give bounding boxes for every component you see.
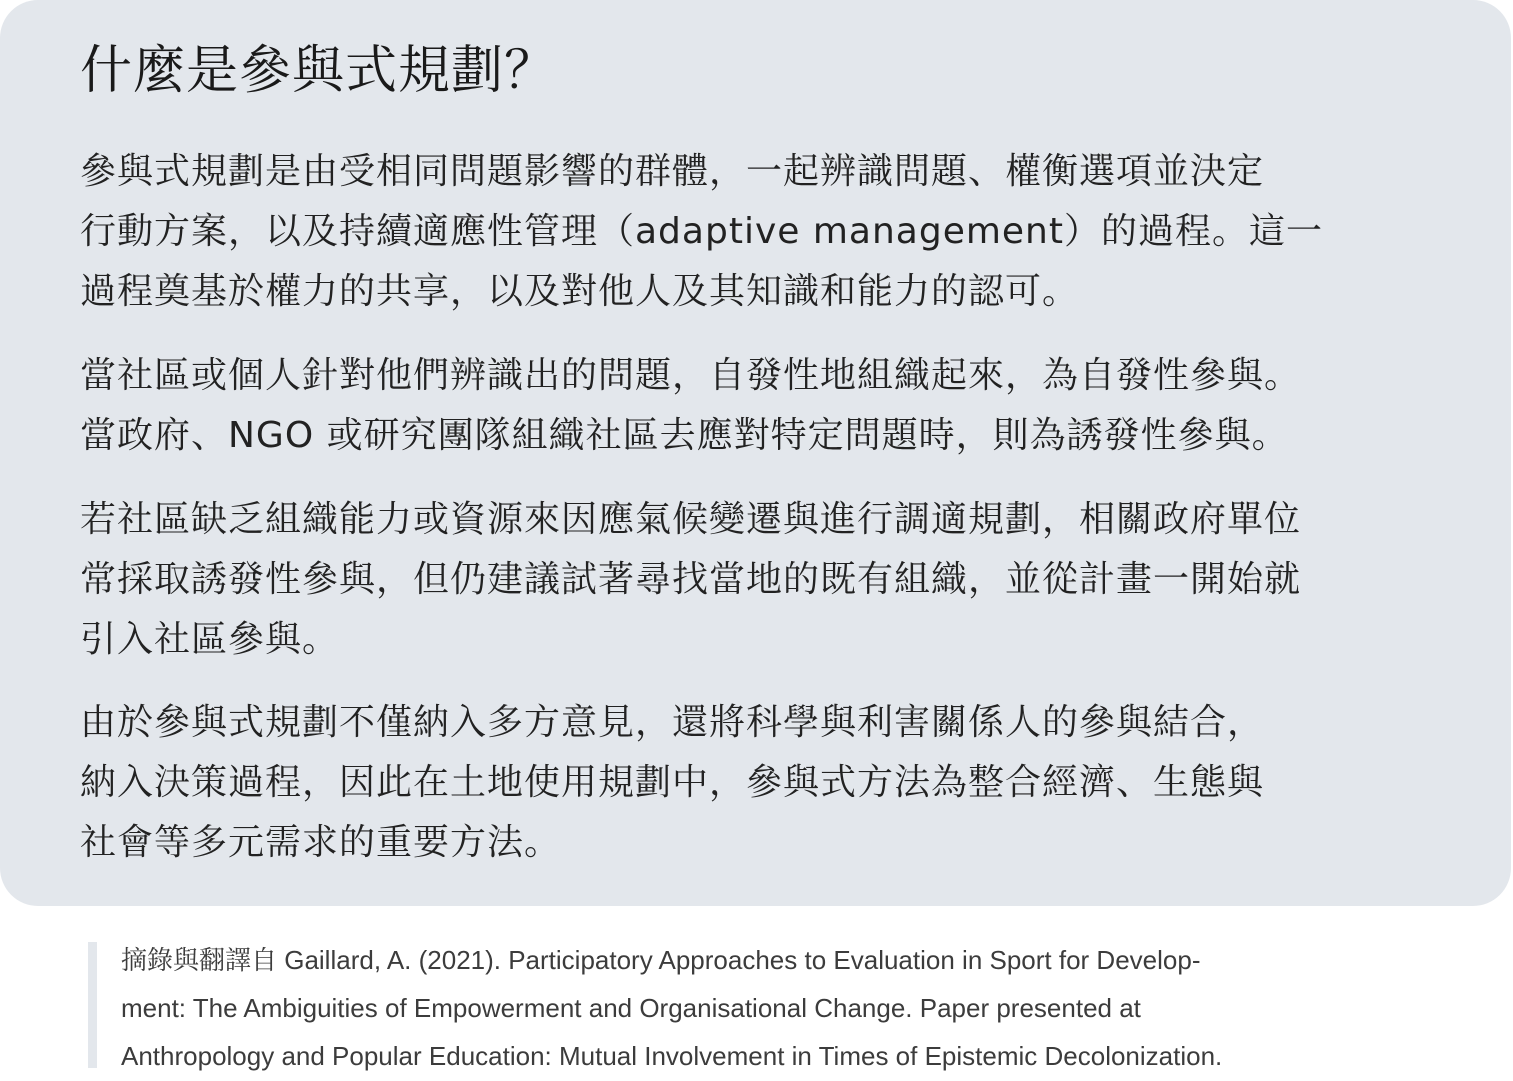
citation-line: Anthropology and Popular Education: Mutual Involvement in Times of Epistemic Decolonization.: [121, 1041, 1223, 1071]
paragraph-line: 常採取誘發性參與，但仍建議試著尋找當地的既有組織，並從計畫一開始就: [80, 559, 1302, 600]
paragraph-line: 由於參與式規劃不僅納入多方意見，還將科學與利害關係人的參與結合，: [80, 702, 1265, 743]
paragraph-line: 行動方案，以及持續適應性管理（adaptive management）的過程。這一: [80, 211, 1323, 252]
paragraph-participation-types: [80, 346, 1470, 466]
paragraph-line: 納入決策過程，因此在土地使用規劃中，參與式方法為整合經濟、生態與: [80, 762, 1265, 803]
paragraph-definition: [80, 142, 1470, 322]
paragraph-line: 當政府、NGO 或研究團隊組織社區去應對特定問題時，則為誘發性參與。: [80, 415, 1289, 456]
paragraph-line: 當社區或個人針對他們辨識出的問題，自發性地組織起來，為自發性參與。: [80, 355, 1302, 396]
paragraph-line: 引入社區參與。: [80, 619, 340, 660]
card-title: 什麼是參與式規劃？: [80, 41, 558, 101]
paragraph-recommendation: [80, 490, 1470, 670]
paragraph-importance: [80, 693, 1470, 873]
citation-block: [88, 936, 1488, 1071]
paragraph-line: 過程奠基於權力的共享，以及對他人及其知識和能力的認可。: [80, 271, 1080, 312]
citation-line: ment: The Ambiguities of Empowerment and Organisational Change. Paper presented at: [121, 993, 1141, 1023]
paragraph-line: 參與式規劃是由受相同問題影響的群體，一起辨識問題、權衡選項並決定: [80, 151, 1265, 192]
citation-text: [121, 936, 1222, 1080]
citation-line: 摘錄與翻譯自 Gaillard, A. (2021). Participatory Approaches to Evaluation in Sport for Develop-: [121, 945, 1201, 975]
quote-bar: [88, 942, 97, 1068]
paragraph-line: 若社區缺乏組織能力或資源來因應氣候變遷與進行調適規劃，相關政府單位: [80, 499, 1302, 540]
paragraph-line: 社會等多元需求的重要方法。: [80, 822, 562, 863]
